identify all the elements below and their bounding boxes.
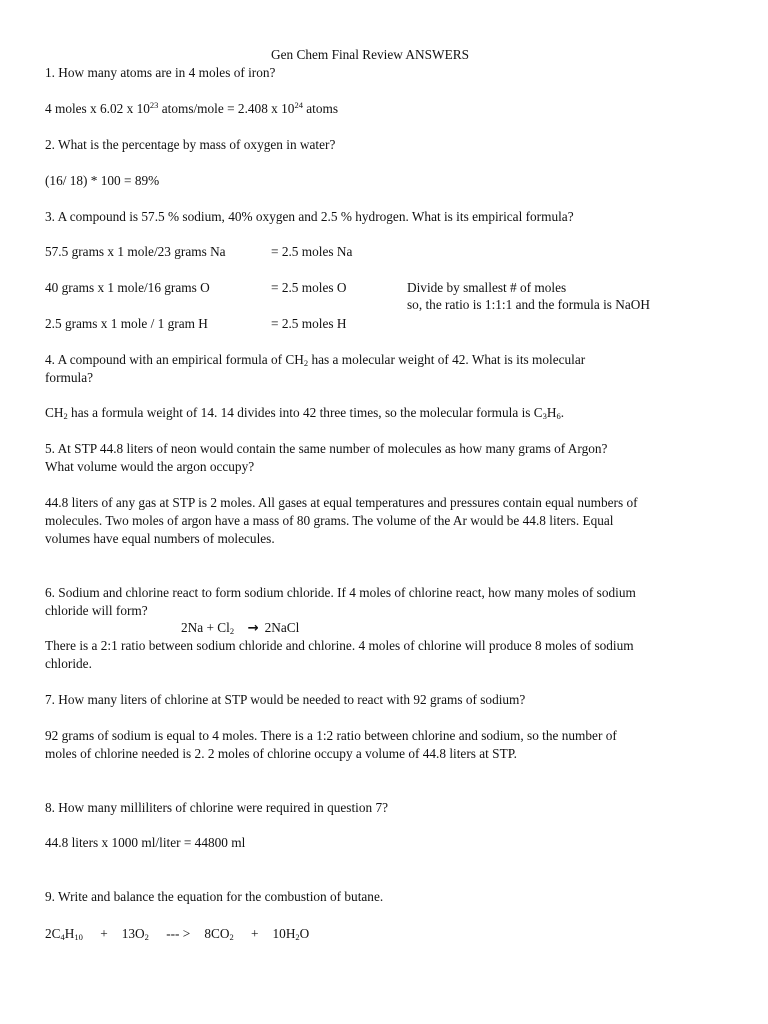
question-2: 2. What is the percentage by mass of oxygen in water? [45,137,336,152]
answer-4-part-d: . [560,405,565,420]
reaction-equation [181,620,299,637]
note-ratio: so, the ratio is 1:1:1 and the formula is NaOH [407,297,650,312]
water-term-o: O [299,926,310,941]
question-6-line2: chloride will form? [45,603,148,618]
question-5-line2: What volume would the argon occupy? [45,459,255,474]
result-sodium: = 2.5 moles Na [271,244,353,259]
question-4-line2: formula? [45,370,93,385]
answer-6-line1: There is a 2:1 ratio between sodium chloride and chlorine. 4 moles of chlorine will produce 8 moles of sodium [45,638,634,653]
result-hydrogen: = 2.5 moles H [271,316,347,331]
answer-5-line2: molecules. Two moles of argon have a mass of 80 grams. The volume of the Ar would be 44.8 liters. Equal [45,513,614,528]
answer-5-line1: 44.8 liters of any gas at STP is 2 moles. All gases at equal temperatures and pressures contain equal numbers of [45,495,638,510]
question-9: 9. Write and balance the equation for the combustion of butane. [45,889,384,904]
answer-6-line2: chloride. [45,656,92,671]
subscript: 2 [63,411,68,421]
answer-4-part-a: CH [45,405,64,420]
butane-h: H [64,926,75,941]
subscript: 6 [556,411,561,421]
subscript: 4 [60,932,65,942]
answer-1-suffix: atoms [302,101,339,116]
subscript: 2 [144,932,149,942]
arrow-right-icon: → [247,621,259,636]
answer-7-line1: 92 grams of sodium is equal to 4 moles. There is a 1:2 ratio between chlorine and sodium, so the number of [45,728,617,743]
answer-1 [45,101,338,117]
question-8: 8. How many milliliters of chlorine were required in question 7? [45,800,389,815]
document-title: Gen Chem Final Review ANSWERS [271,47,469,62]
answer-4-part-b: has a formula weight of 14. 14 divides into 42 three times, so the molecular formula is C [67,405,543,420]
subscript: 2 [229,932,234,942]
plus-sign: + [100,926,108,941]
equation-reactants: 2Na + Cl [181,620,230,635]
calc-hydrogen: 2.5 grams x 1 mole / 1 gram H [45,316,208,331]
question-3: 3. A compound is 57.5 % sodium, 40% oxygen and 2.5 % hydrogen. What is its empirical formula? [45,209,574,224]
answer-8: 44.8 liters x 1000 ml/liter = 44800 ml [45,835,246,850]
question-4-part-b: has a molecular weight of 42. What is its molecular [308,352,586,367]
yields-arrow: --- > [166,926,191,941]
question-1: 1. How many atoms are in 4 moles of iron? [45,65,276,80]
calc-oxygen: 40 grams x 1 mole/16 grams O [45,280,210,295]
butane-coeff-c: 2C [45,926,61,941]
exponent-24: 24 [294,100,303,110]
answer-4-part-c: H [546,405,557,420]
question-4-part-a: 4. A compound with an empirical formula of CH [45,352,304,367]
water-term-h: 10H [272,926,296,941]
oxygen-term: 13O [121,926,145,941]
answer-4 [45,405,564,421]
answer-2: (16/ 18) * 100 = 89% [45,173,160,188]
answer-1-prefix: 4 moles x 6.02 x 10 [45,101,150,116]
answer-7-line2: moles of chlorine needed is 2. 2 moles of chlorine occupy a volume of 44.8 liters at STP. [45,746,517,761]
answer-1-mid: atoms/mole = 2.408 x 10 [158,101,295,116]
subscript: 3 [542,411,547,421]
note-divide: Divide by smallest # of moles [407,280,567,295]
subscript: 2 [303,358,309,368]
result-oxygen: = 2.5 moles O [271,280,347,295]
subscript: 2 [295,932,300,942]
question-7: 7. How many liters of chlorine at STP would be needed to react with 92 grams of sodium? [45,692,526,707]
co2-term: 8CO [204,926,230,941]
question-6-line1: 6. Sodium and chlorine react to form sodium chloride. If 4 moles of chlorine react, how many moles of sodium [45,585,636,600]
question-5-line1: 5. At STP 44.8 liters of neon would contain the same number of molecules as how many grams of Argon? [45,441,608,456]
equation-product: 2NaCl [264,620,300,635]
plus-sign: + [251,926,259,941]
subscript: 10 [74,932,83,942]
combustion-equation [45,926,309,942]
answer-5-line3: volumes have equal numbers of molecules. [45,531,275,546]
question-4-line1 [45,352,585,368]
subscript: 2 [229,626,235,636]
calc-sodium: 57.5 grams x 1 mole/23 grams Na [45,244,226,259]
exponent-23: 23 [149,100,159,110]
